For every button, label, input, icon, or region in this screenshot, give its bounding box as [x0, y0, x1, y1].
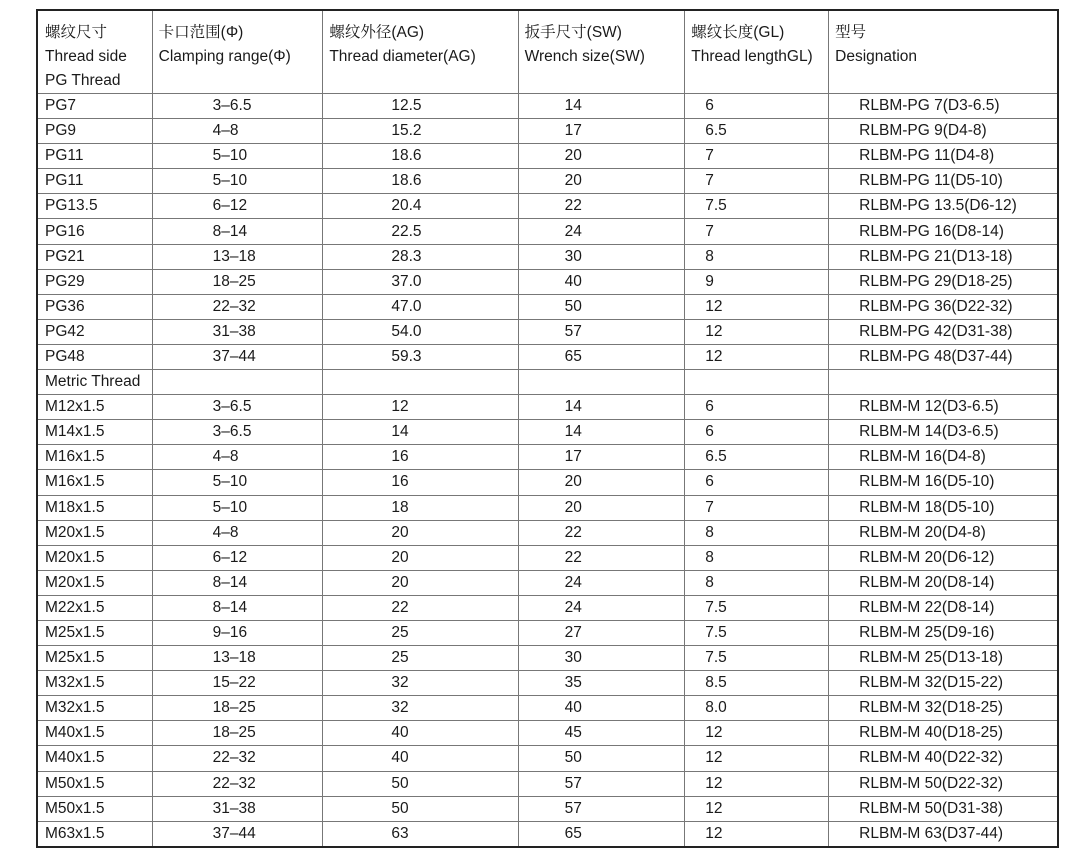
designation-cell: RLBM-M 50(D22-32) [829, 771, 1058, 796]
table-row [37, 620, 1058, 645]
table-row [37, 520, 1058, 545]
wrench-size-cell: 57 [518, 771, 685, 796]
clamping-range-cell: 18–25 [152, 696, 323, 721]
thread-length-cell: 6 [685, 470, 829, 495]
thread-side-cell: M50x1.5 [37, 796, 152, 821]
pg-rows [37, 94, 1058, 370]
metric-section [37, 370, 1058, 395]
thread-diameter-cell: 20 [323, 520, 518, 545]
wrench-size-cell: 20 [518, 495, 685, 520]
wrench-size-cell: 30 [518, 244, 685, 269]
header-cn-label: 型号 [835, 24, 867, 41]
thread-length-cell: 7 [685, 219, 829, 244]
table-row [37, 746, 1058, 771]
clamping-range-cell: 13–18 [152, 244, 323, 269]
thread-diameter-cell: 32 [323, 671, 518, 696]
designation-cell: RLBM-M 32(D18-25) [829, 696, 1058, 721]
header-thread-length [685, 10, 829, 94]
thread-length-cell: 12 [685, 319, 829, 344]
thread-length-cell: 8 [685, 570, 829, 595]
designation-cell: RLBM-M 32(D15-22) [829, 671, 1058, 696]
clamping-range-cell: 5–10 [152, 470, 323, 495]
header-wrench-size [518, 10, 685, 94]
designation-cell: RLBM-M 16(D5-10) [829, 470, 1058, 495]
wrench-size-cell: 17 [518, 445, 685, 470]
wrench-size-cell: 22 [518, 520, 685, 545]
thread-diameter-cell: 16 [323, 470, 518, 495]
table-row [37, 470, 1058, 495]
clamping-range-cell: 9–16 [152, 620, 323, 645]
thread-side-cell: PG11 [37, 169, 152, 194]
pg-section-label: PG Thread [37, 69, 152, 94]
clamping-range-cell: 8–14 [152, 595, 323, 620]
thread-length-cell: 9 [685, 269, 829, 294]
thread-side-cell: M16x1.5 [37, 445, 152, 470]
empty-cell [152, 370, 323, 395]
thread-diameter-cell: 50 [323, 796, 518, 821]
empty-cell [685, 370, 829, 395]
thread-side-cell: PG7 [37, 94, 152, 119]
thread-side-cell: M25x1.5 [37, 620, 152, 645]
table-row [37, 319, 1058, 344]
thread-diameter-cell: 32 [323, 696, 518, 721]
wrench-size-cell: 50 [518, 746, 685, 771]
wrench-size-cell: 57 [518, 796, 685, 821]
table-row [37, 144, 1058, 169]
table-row [37, 269, 1058, 294]
thread-side-cell: M40x1.5 [37, 721, 152, 746]
wrench-size-cell: 20 [518, 470, 685, 495]
designation-cell: RLBM-M 20(D8-14) [829, 570, 1058, 595]
spec-table [36, 9, 1059, 848]
thread-diameter-cell: 20 [323, 570, 518, 595]
thread-diameter-cell: 14 [323, 420, 518, 445]
clamping-range-cell: 22–32 [152, 746, 323, 771]
designation-cell: RLBM-M 22(D8-14) [829, 595, 1058, 620]
wrench-size-cell: 14 [518, 94, 685, 119]
header-cn-label: 卡口范围(Φ) [158, 24, 244, 41]
clamping-range-cell: 5–10 [152, 169, 323, 194]
thread-length-cell: 12 [685, 344, 829, 369]
wrench-size-cell: 65 [518, 344, 685, 369]
thread-length-cell: 6 [685, 94, 829, 119]
thread-diameter-cell: 25 [323, 646, 518, 671]
header-cn-label: 螺纹外径(AG) [329, 24, 425, 41]
thread-length-cell: 12 [685, 721, 829, 746]
thread-diameter-cell: 18 [323, 495, 518, 520]
designation-cell: RLBM-PG 29(D18-25) [829, 269, 1058, 294]
thread-diameter-cell: 12.5 [323, 94, 518, 119]
clamping-range-cell: 8–14 [152, 219, 323, 244]
thread-diameter-cell: 50 [323, 771, 518, 796]
thread-length-cell: 7.5 [685, 646, 829, 671]
thread-side-cell: M14x1.5 [37, 420, 152, 445]
clamping-range-cell: 5–10 [152, 144, 323, 169]
header-thread-diameter [323, 10, 518, 94]
thread-side-cell: PG16 [37, 219, 152, 244]
thread-side-cell: PG13.5 [37, 194, 152, 219]
table-row [37, 169, 1058, 194]
wrench-size-cell: 14 [518, 395, 685, 420]
table-row [37, 244, 1058, 269]
thread-diameter-cell: 47.0 [323, 294, 518, 319]
thread-length-cell: 12 [685, 294, 829, 319]
wrench-size-cell: 14 [518, 420, 685, 445]
thread-length-cell: 6 [685, 420, 829, 445]
thread-length-cell: 12 [685, 746, 829, 771]
wrench-size-cell: 20 [518, 169, 685, 194]
table-row [37, 495, 1058, 520]
thread-diameter-cell: 20.4 [323, 194, 518, 219]
table-row [37, 696, 1058, 721]
wrench-size-cell: 22 [518, 545, 685, 570]
thread-diameter-cell: 16 [323, 445, 518, 470]
thread-side-cell: M40x1.5 [37, 746, 152, 771]
thread-diameter-cell: 12 [323, 395, 518, 420]
designation-cell: RLBM-PG 16(D8-14) [829, 219, 1058, 244]
clamping-range-cell: 5–10 [152, 495, 323, 520]
thread-length-cell: 7 [685, 495, 829, 520]
designation-cell: RLBM-M 14(D3-6.5) [829, 420, 1058, 445]
designation-cell: RLBM-M 20(D4-8) [829, 520, 1058, 545]
thread-side-cell: M12x1.5 [37, 395, 152, 420]
clamping-range-cell: 4–8 [152, 520, 323, 545]
clamping-range-cell: 3–6.5 [152, 395, 323, 420]
wrench-size-cell: 40 [518, 696, 685, 721]
table-row [37, 796, 1058, 821]
thread-diameter-cell: 63 [323, 821, 518, 847]
empty-cell [829, 370, 1058, 395]
clamping-range-cell: 18–25 [152, 721, 323, 746]
designation-cell: RLBM-PG 48(D37-44) [829, 344, 1058, 369]
thread-side-cell: M18x1.5 [37, 495, 152, 520]
table-row [37, 119, 1058, 144]
clamping-range-cell: 6–12 [152, 194, 323, 219]
table-row [37, 219, 1058, 244]
thread-side-cell: M20x1.5 [37, 570, 152, 595]
thread-side-cell: PG29 [37, 269, 152, 294]
table-row [37, 194, 1058, 219]
wrench-size-cell: 45 [518, 721, 685, 746]
header-cn-label: 螺纹长度(GL) [691, 24, 785, 41]
clamping-range-cell: 4–8 [152, 445, 323, 470]
designation-cell: RLBM-PG 42(D31-38) [829, 319, 1058, 344]
thread-length-cell: 8 [685, 545, 829, 570]
wrench-size-cell: 65 [518, 821, 685, 847]
thread-diameter-cell: 40 [323, 746, 518, 771]
thread-side-cell: M20x1.5 [37, 520, 152, 545]
wrench-size-cell: 27 [518, 620, 685, 645]
designation-cell: RLBM-PG 9(D4-8) [829, 119, 1058, 144]
thread-side-cell: M63x1.5 [37, 821, 152, 847]
header-en-label: Thread lengthGL) [691, 48, 813, 65]
thread-side-cell: PG21 [37, 244, 152, 269]
thread-side-cell: M20x1.5 [37, 545, 152, 570]
thread-diameter-cell: 18.6 [323, 144, 518, 169]
clamping-range-cell: 31–38 [152, 319, 323, 344]
thread-length-cell: 6.5 [685, 119, 829, 144]
table-row [37, 395, 1058, 420]
wrench-size-cell: 24 [518, 219, 685, 244]
thread-diameter-cell: 28.3 [323, 244, 518, 269]
table-row [37, 671, 1058, 696]
thread-length-cell: 12 [685, 821, 829, 847]
header-en-label: Thread diameter(AG) [329, 48, 476, 65]
table-row [37, 595, 1058, 620]
wrench-size-cell: 57 [518, 319, 685, 344]
designation-cell: RLBM-M 25(D9-16) [829, 620, 1058, 645]
thread-length-cell: 7 [685, 144, 829, 169]
thread-length-cell: 12 [685, 796, 829, 821]
wrench-size-cell: 20 [518, 144, 685, 169]
header-en-label: Clamping range(Φ) [158, 48, 291, 65]
header-en-label: Wrench size(SW) [524, 48, 645, 65]
table-row [37, 721, 1058, 746]
designation-cell: RLBM-M 25(D13-18) [829, 646, 1058, 671]
thread-diameter-cell: 54.0 [323, 319, 518, 344]
designation-cell: RLBM-M 40(D22-32) [829, 746, 1058, 771]
wrench-size-cell: 30 [518, 646, 685, 671]
thread-side-cell: M50x1.5 [37, 771, 152, 796]
designation-cell: RLBM-M 18(D5-10) [829, 495, 1058, 520]
thread-length-cell: 8.0 [685, 696, 829, 721]
clamping-range-cell: 31–38 [152, 796, 323, 821]
table-row [37, 294, 1058, 319]
thread-length-cell: 12 [685, 771, 829, 796]
thread-side-cell: PG36 [37, 294, 152, 319]
thread-side-cell: M16x1.5 [37, 470, 152, 495]
thread-side-cell: PG11 [37, 144, 152, 169]
thread-length-cell: 6 [685, 395, 829, 420]
clamping-range-cell: 18–25 [152, 269, 323, 294]
table-row [37, 445, 1058, 470]
thread-length-cell: 7.5 [685, 194, 829, 219]
thread-diameter-cell: 37.0 [323, 269, 518, 294]
clamping-range-cell: 22–32 [152, 771, 323, 796]
header-designation [829, 10, 1058, 94]
clamping-range-cell: 13–18 [152, 646, 323, 671]
thread-side-cell: M32x1.5 [37, 696, 152, 721]
thread-side-cell: PG48 [37, 344, 152, 369]
clamping-range-cell: 3–6.5 [152, 94, 323, 119]
header-en-label: Designation [835, 48, 918, 65]
wrench-size-cell: 24 [518, 570, 685, 595]
thread-diameter-cell: 22.5 [323, 219, 518, 244]
designation-cell: RLBM-M 20(D6-12) [829, 545, 1058, 570]
designation-cell: RLBM-M 63(D37-44) [829, 821, 1058, 847]
wrench-size-cell: 24 [518, 595, 685, 620]
thread-diameter-cell: 25 [323, 620, 518, 645]
clamping-range-cell: 37–44 [152, 821, 323, 847]
clamping-range-cell: 6–12 [152, 545, 323, 570]
header-cn-label: 扳手尺寸(SW) [524, 24, 622, 41]
thread-diameter-cell: 15.2 [323, 119, 518, 144]
empty-cell [323, 370, 518, 395]
clamping-range-cell: 15–22 [152, 671, 323, 696]
thread-diameter-cell: 59.3 [323, 344, 518, 369]
thread-length-cell: 8.5 [685, 671, 829, 696]
header-en-label: Thread side [45, 48, 127, 65]
designation-cell: RLBM-M 16(D4-8) [829, 445, 1058, 470]
header-thread-side [37, 10, 152, 69]
metric-section-row [37, 370, 1058, 395]
wrench-size-cell: 17 [518, 119, 685, 144]
empty-cell [518, 370, 685, 395]
wrench-size-cell: 35 [518, 671, 685, 696]
table-row [37, 646, 1058, 671]
metric-section-label: Metric Thread [37, 370, 152, 395]
designation-cell: RLBM-PG 13.5(D6-12) [829, 194, 1058, 219]
thread-length-cell: 6.5 [685, 445, 829, 470]
designation-cell: RLBM-M 40(D18-25) [829, 721, 1058, 746]
thread-diameter-cell: 20 [323, 545, 518, 570]
wrench-size-cell: 22 [518, 194, 685, 219]
designation-cell: RLBM-PG 36(D22-32) [829, 294, 1058, 319]
thread-side-cell: M22x1.5 [37, 595, 152, 620]
thread-diameter-cell: 22 [323, 595, 518, 620]
designation-cell: RLBM-PG 11(D4-8) [829, 144, 1058, 169]
designation-cell: RLBM-PG 7(D3-6.5) [829, 94, 1058, 119]
thread-side-cell: M25x1.5 [37, 646, 152, 671]
designation-cell: RLBM-M 12(D3-6.5) [829, 395, 1058, 420]
designation-cell: RLBM-PG 21(D13-18) [829, 244, 1058, 269]
wrench-size-cell: 40 [518, 269, 685, 294]
clamping-range-cell: 4–8 [152, 119, 323, 144]
thread-side-cell: PG9 [37, 119, 152, 144]
clamping-range-cell: 37–44 [152, 344, 323, 369]
table-row [37, 570, 1058, 595]
thread-length-cell: 8 [685, 244, 829, 269]
thread-diameter-cell: 18.6 [323, 169, 518, 194]
thread-side-cell: M32x1.5 [37, 671, 152, 696]
clamping-range-cell: 8–14 [152, 570, 323, 595]
thread-length-cell: 8 [685, 520, 829, 545]
header-row [37, 10, 1058, 69]
thread-length-cell: 7 [685, 169, 829, 194]
table-row [37, 821, 1058, 847]
designation-cell: RLBM-PG 11(D5-10) [829, 169, 1058, 194]
table-row [37, 545, 1058, 570]
table-row [37, 94, 1058, 119]
table-row [37, 420, 1058, 445]
thread-diameter-cell: 40 [323, 721, 518, 746]
header-cn-label: 螺纹尺寸 [45, 24, 108, 41]
table-row [37, 344, 1058, 369]
metric-rows [37, 395, 1058, 847]
thread-side-cell: PG42 [37, 319, 152, 344]
thread-length-cell: 7.5 [685, 620, 829, 645]
designation-cell: RLBM-M 50(D31-38) [829, 796, 1058, 821]
wrench-size-cell: 50 [518, 294, 685, 319]
clamping-range-cell: 22–32 [152, 294, 323, 319]
thread-length-cell: 7.5 [685, 595, 829, 620]
clamping-range-cell: 3–6.5 [152, 420, 323, 445]
table-row [37, 771, 1058, 796]
header-clamping-range [152, 10, 323, 94]
